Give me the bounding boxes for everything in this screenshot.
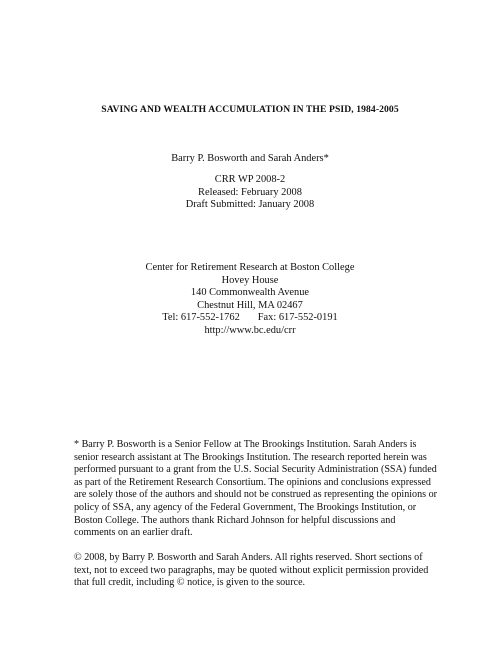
copyright-line: © 2008, by Barry P. Bosworth and Sarah Anders. All rights reserved. Short sections of	[74, 552, 423, 563]
copyright-notice	[74, 552, 434, 590]
institution-street: 140 Commonwealth Avenue	[190, 287, 310, 298]
footnote-line: Boston College. The authors thank Richard Johnson for helpful discussions and	[74, 514, 396, 526]
copyright-line: that full credit, including © notice, is given to the source.	[74, 577, 306, 589]
institution-address	[0, 262, 500, 337]
institution-city: Chestnut Hill, MA 02467	[197, 299, 303, 311]
paper-title: SAVING AND WEALTH ACCUMULATION IN THE PSID, 1984-2005	[101, 104, 399, 115]
institution-name: Center for Retirement Research at Boston College	[145, 262, 355, 273]
footnote-line: comments on an earlier draft.	[74, 527, 193, 539]
draft-submitted-date: Draft Submitted: January 2008	[185, 199, 315, 210]
footnote-line: senior research assistant at The Brookings Institution. The research reported herein was	[74, 451, 427, 463]
footnote-line: policy of SSA, any agency of the Federal Government, The Brookings Institution, or	[74, 501, 417, 513]
author-line: Barry P. Bosworth and Sarah Anders*	[171, 153, 329, 164]
footnote-line: * Barry P. Bosworth is a Senior Fellow at The Brookings Institution. Sarah Anders is	[74, 439, 417, 450]
institution-building: Hovey House	[221, 274, 279, 286]
working-paper-info	[0, 174, 500, 212]
copyright-line: text, not to exceed two paragraphs, may be quoted without explicit permission provided	[74, 564, 429, 576]
footnote-line: as part of the Retirement Research Consortium. The opinions and conclusions expressed	[74, 476, 431, 488]
footnote-line: are solely those of the authors and should not be construed as representing the opinions or	[74, 489, 438, 501]
working-paper-number: CRR WP 2008-2	[214, 174, 286, 185]
institution-url-link[interactable]: http://www.bc.edu/crr	[204, 324, 296, 336]
footnote-line: performed pursuant to a grant from the U.S. Social Security Administration (SSA) funded	[74, 464, 437, 476]
author-footnote	[74, 439, 438, 540]
telephone-number: Tel: 617-552-1762	[162, 312, 240, 323]
fax-number: Fax: 617-552-0191	[257, 312, 338, 323]
release-date: Released: February 2008	[198, 186, 302, 198]
contact-line	[0, 312, 500, 325]
